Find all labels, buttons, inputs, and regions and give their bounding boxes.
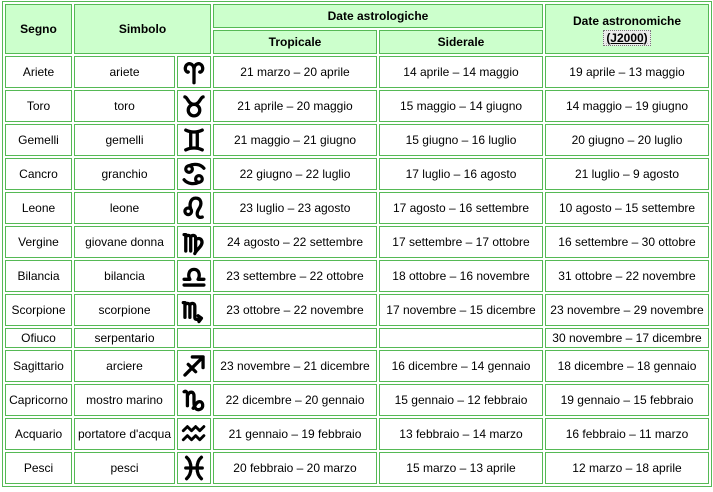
cell-siderale bbox=[379, 328, 543, 348]
cell-siderale: 17 novembre – 15 dicembre bbox=[379, 294, 543, 326]
cell-glyph bbox=[177, 124, 211, 156]
cell-siderale: 13 febbraio – 14 marzo bbox=[379, 418, 543, 450]
header-segno: Segno bbox=[5, 4, 72, 54]
cell-siderale: 15 marzo – 13 aprile bbox=[379, 452, 543, 484]
table-row bbox=[5, 350, 709, 382]
cell-astronomiche: 19 gennaio – 15 febbraio bbox=[545, 384, 709, 416]
cell-tropicale: 22 giugno – 22 luglio bbox=[213, 158, 377, 190]
cell-astronomiche: 23 novembre – 29 novembre bbox=[545, 294, 709, 326]
cell-segno: Gemelli bbox=[5, 124, 72, 156]
cell-siderale: 17 settembre – 17 ottobre bbox=[379, 226, 543, 258]
cell-segno: Ariete bbox=[5, 56, 72, 88]
cell-astronomiche: 21 luglio – 9 agosto bbox=[545, 158, 709, 190]
header-simbolo: Simbolo bbox=[74, 4, 211, 54]
j2000-link[interactable]: (J2000) bbox=[603, 30, 650, 46]
cell-siderale: 14 aprile – 14 maggio bbox=[379, 56, 543, 88]
cell-tropicale: 22 dicembre – 20 gennaio bbox=[213, 384, 377, 416]
cell-tropicale: 21 gennaio – 19 febbraio bbox=[213, 418, 377, 450]
cell-segno: Toro bbox=[5, 90, 72, 122]
cell-astronomiche: 10 agosto – 15 settembre bbox=[545, 192, 709, 224]
table-row bbox=[5, 260, 709, 292]
cell-astronomiche: 12 marzo – 18 aprile bbox=[545, 452, 709, 484]
pisces-icon bbox=[180, 454, 208, 482]
cell-glyph bbox=[177, 384, 211, 416]
cell-astronomiche: 14 maggio – 19 giugno bbox=[545, 90, 709, 122]
cell-segno: Ofiuco bbox=[5, 328, 72, 348]
cell-simbolo: granchio bbox=[74, 158, 175, 190]
cell-siderale: 15 giugno – 16 luglio bbox=[379, 124, 543, 156]
cell-glyph bbox=[177, 350, 211, 382]
cell-glyph bbox=[177, 158, 211, 190]
cell-glyph bbox=[177, 452, 211, 484]
cell-tropicale: 23 ottobre – 22 novembre bbox=[213, 294, 377, 326]
zodiac-dates-table bbox=[2, 1, 712, 487]
cell-simbolo: mostro marino bbox=[74, 384, 175, 416]
header-siderale: Siderale bbox=[379, 30, 543, 54]
table-row bbox=[5, 328, 709, 348]
cell-glyph bbox=[177, 192, 211, 224]
table-row bbox=[5, 226, 709, 258]
cell-tropicale: 23 settembre – 22 ottobre bbox=[213, 260, 377, 292]
libra-icon bbox=[180, 262, 208, 290]
table-row bbox=[5, 418, 709, 450]
cell-glyph bbox=[177, 90, 211, 122]
cell-segno: Scorpione bbox=[5, 294, 72, 326]
cell-tropicale: 20 febbraio – 20 marzo bbox=[213, 452, 377, 484]
cell-glyph bbox=[177, 418, 211, 450]
cell-astronomiche: 30 novembre – 17 dicembre bbox=[545, 328, 709, 348]
leo-icon bbox=[180, 194, 208, 222]
taurus-icon bbox=[180, 92, 208, 120]
cell-simbolo: portatore d'acqua bbox=[74, 418, 175, 450]
cell-glyph bbox=[177, 328, 211, 348]
cell-siderale: 18 ottobre – 16 novembre bbox=[379, 260, 543, 292]
cell-tropicale: 21 marzo – 20 aprile bbox=[213, 56, 377, 88]
cell-segno: Sagittario bbox=[5, 350, 72, 382]
aquarius-icon bbox=[180, 420, 208, 448]
cell-tropicale: 23 luglio – 23 agosto bbox=[213, 192, 377, 224]
cell-tropicale: 24 agosto – 22 settembre bbox=[213, 226, 377, 258]
cell-astronomiche: 16 settembre – 30 ottobre bbox=[545, 226, 709, 258]
aries-icon bbox=[180, 58, 208, 86]
cell-astronomiche: 18 dicembre – 18 gennaio bbox=[545, 350, 709, 382]
cell-segno: Bilancia bbox=[5, 260, 72, 292]
cell-simbolo: arciere bbox=[74, 350, 175, 382]
cell-glyph bbox=[177, 294, 211, 326]
table-row bbox=[5, 90, 709, 122]
table-row bbox=[5, 452, 709, 484]
cell-glyph bbox=[177, 226, 211, 258]
cell-astronomiche: 16 febbraio – 11 marzo bbox=[545, 418, 709, 450]
cell-simbolo: leone bbox=[74, 192, 175, 224]
cell-tropicale bbox=[213, 328, 377, 348]
table-row bbox=[5, 384, 709, 416]
cell-segno: Pesci bbox=[5, 452, 72, 484]
table-row bbox=[5, 294, 709, 326]
cell-siderale: 17 luglio – 16 agosto bbox=[379, 158, 543, 190]
cell-simbolo: scorpione bbox=[74, 294, 175, 326]
cell-simbolo: giovane donna bbox=[74, 226, 175, 258]
cancer-icon bbox=[180, 160, 208, 188]
header-date-astrologiche: Date astrologiche bbox=[213, 4, 543, 28]
cell-simbolo: toro bbox=[74, 90, 175, 122]
table-row bbox=[5, 192, 709, 224]
header-date-astronomiche bbox=[545, 4, 709, 54]
capricorn-icon bbox=[180, 386, 208, 414]
cell-segno: Vergine bbox=[5, 226, 72, 258]
cell-segno: Cancro bbox=[5, 158, 72, 190]
cell-tropicale: 23 novembre – 21 dicembre bbox=[213, 350, 377, 382]
cell-simbolo: gemelli bbox=[74, 124, 175, 156]
table-row bbox=[5, 158, 709, 190]
cell-siderale: 16 dicembre – 14 gennaio bbox=[379, 350, 543, 382]
cell-astronomiche: 20 giugno – 20 luglio bbox=[545, 124, 709, 156]
header-tropicale: Tropicale bbox=[213, 30, 377, 54]
cell-simbolo: pesci bbox=[74, 452, 175, 484]
cell-siderale: 17 agosto – 16 settembre bbox=[379, 192, 543, 224]
cell-simbolo: ariete bbox=[74, 56, 175, 88]
cell-simbolo: serpentario bbox=[74, 328, 175, 348]
cell-siderale: 15 gennaio – 12 febbraio bbox=[379, 384, 543, 416]
cell-segno: Leone bbox=[5, 192, 72, 224]
virgo-icon bbox=[180, 228, 208, 256]
gemini-icon bbox=[180, 126, 208, 154]
table-body bbox=[5, 56, 709, 484]
cell-astronomiche: 19 aprile – 13 maggio bbox=[545, 56, 709, 88]
cell-tropicale: 21 maggio – 21 giugno bbox=[213, 124, 377, 156]
cell-tropicale: 21 aprile – 20 maggio bbox=[213, 90, 377, 122]
cell-segno: Acquario bbox=[5, 418, 72, 450]
sagittarius-icon bbox=[180, 352, 208, 380]
cell-glyph bbox=[177, 260, 211, 292]
table-row bbox=[5, 56, 709, 88]
cell-astronomiche: 31 ottobre – 22 novembre bbox=[545, 260, 709, 292]
cell-siderale: 15 maggio – 14 giugno bbox=[379, 90, 543, 122]
table-row bbox=[5, 124, 709, 156]
scorpio-icon bbox=[180, 296, 208, 324]
cell-segno: Capricorno bbox=[5, 384, 72, 416]
header-date-astronomiche-title: Date astronomiche bbox=[572, 13, 682, 28]
cell-simbolo: bilancia bbox=[74, 260, 175, 292]
cell-glyph bbox=[177, 56, 211, 88]
